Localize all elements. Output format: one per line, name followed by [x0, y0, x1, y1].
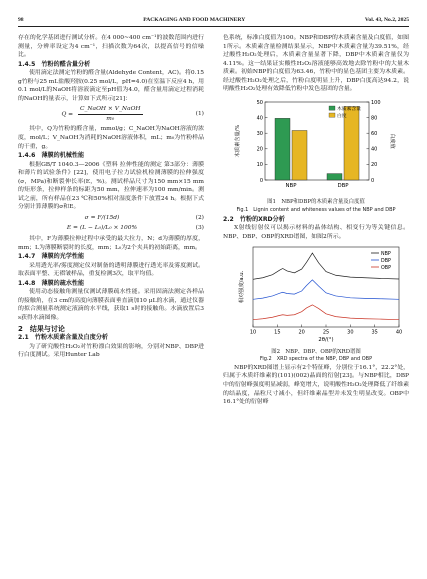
- equation-3: [18, 224, 204, 233]
- header-rule: [18, 26, 409, 27]
- equation-expression: σ = F/(15d): [84, 214, 120, 221]
- x-tick-label: NBP: [285, 182, 297, 189]
- equation-number: (3): [195, 225, 204, 232]
- x-tick-label: 30: [347, 329, 354, 336]
- legend-swatch: [329, 106, 335, 110]
- legend-label: DBP: [381, 259, 391, 265]
- y-tick-label-left: 10: [256, 162, 263, 169]
- paragraph: 其中，F为薄膜拉伸过程中承受的最大拉力，N；d为薄膜的厚度，mm；L为薄膜断裂时的长度，mm；L₀为2个夹具的初始距离，mm。: [18, 236, 204, 251]
- bar: [275, 118, 290, 180]
- page-header: [18, 14, 409, 26]
- left-column: [18, 34, 204, 360]
- section-heading: 1.4.6 薄膜的机械性能: [18, 152, 85, 160]
- equation-2: [18, 214, 204, 223]
- y-tick-label-right: 40: [371, 146, 378, 153]
- section-heading: 1.4.5 竹粉的醛含量分析: [18, 60, 91, 68]
- figure-caption-en: Fig.1 Lignin content and whiteness values of the NBP and DBP: [236, 206, 396, 213]
- y-tick-label-left: 0: [259, 177, 263, 184]
- equation-number: (2): [195, 214, 204, 221]
- figure-caption-en: Fig.2 XRD spectra of the NBP, DBP and OBP: [259, 356, 373, 363]
- y-tick-label-left: 30: [256, 130, 263, 137]
- bar: [292, 130, 307, 179]
- x-tick-label: 25: [322, 329, 330, 336]
- paragraph: 色系统，标准白度值为100。NBP和DBP的木质素含量及白度值，如图1所示。木质素含量检测结果显示，NBP中木质素含量为39.51%，经过酸性H₂O₂处理后，木质素含量显著下降，DBP中木质素含量仅为4.11%。这一结果证实酸性H₂O₂溶液能够高效地去除竹粉中的大量木质素。初始NBP的白度值为63.46，竹粉中的显色基团主要为木质素。经过酸性H₂O₂处理之后，竹粉白度明显上升，DBP白度高达94.2，说明酸性H₂O₂处理有效降低竹粉中发色基团的含量。: [223, 35, 409, 93]
- y-tick-label-right: 0: [371, 177, 375, 184]
- x-tick-label: 10: [249, 329, 257, 336]
- y-tick-label-left: 50: [256, 99, 263, 106]
- paragraph: 其中，Q为竹粉的醛含量，mmol/g；C_NaOH为NaOH溶液的浓度，mol/L；V_NaOH为消耗的NaOH溶液体积，mL；m₀为竹粉样品的干重，g。: [18, 126, 204, 150]
- section-heading: 2.2 竹粉的XRD分析: [223, 215, 285, 223]
- x-tick-label: DBP: [337, 182, 349, 189]
- xrd-line-chart: [223, 241, 409, 345]
- page-number: 98: [18, 17, 24, 23]
- section-heading: 1.4.8 薄膜的疏水性能: [18, 279, 85, 287]
- y-tick-label-left: 40: [256, 115, 263, 122]
- equation-number: (1): [195, 111, 204, 118]
- y-tick-label-right: 20: [371, 162, 378, 169]
- equation-denominator: m₀: [106, 115, 115, 122]
- legend-label: 白度: [337, 113, 347, 119]
- paragraph: 采用透光率/雾度测定仪对制备的透明薄膜进行透光率及雾度测试。取表面平整、无褶皱样品，重复检测3次，取平均值。: [18, 262, 204, 278]
- equation-numerator: C_NaOH × V_NaOH: [78, 105, 143, 115]
- figure-caption-cn: 图1 NBP和DBP的木质素含量及白度值: [267, 199, 365, 206]
- x-tick-label: 35: [371, 329, 378, 336]
- legend-label: 木质素含量: [337, 106, 361, 112]
- equation-1: [18, 105, 204, 123]
- equation-fraction: [78, 105, 143, 123]
- section-heading: 1.4.7 薄膜的光学性能: [18, 253, 85, 261]
- chapter-heading: 2 结果与讨论: [18, 324, 65, 333]
- x-tick-label: 15: [274, 329, 281, 336]
- paragraph: NBP的XRD图谱上显示有2个特征峰，分别位于16.1°，22.2°处，归属于木质纤维素的(101)(002)晶面的衍射[23]。与NBP相比，DBP中的衍射峰强度明显减弱，峰宽增大，说明酸性H₂O₂处理降低了纤维素的结晶度，晶粒尺寸减小，但纤维素晶型并未发生明显改变。OBP中16.1°处的衍射峰: [223, 364, 409, 406]
- paragraph: 存在的化学基团进行测试分析。在4 000~400 cm⁻¹的波数范围内进行测量，分辨率设定为4 cm⁻¹，扫描次数为64次，以提高信号的信噪比。: [18, 35, 204, 59]
- y-tick-label-right: 60: [371, 130, 378, 137]
- y-axis-label-right: 白度值: [389, 133, 395, 149]
- series-line: [253, 280, 399, 299]
- series-line: [253, 305, 399, 320]
- paragraph: 使用滴定法测定竹粉的醛含量(Aldehyde Content，AC)。将0.15 g竹粉与25 mL盐酸羟胺(0.25 mol/L，pH=4.0)在室温下反应4 h，用0.1 mol/L的NaOH将溶液滴定至pH值为4.0，醛含量用滴定过程消耗的NaOH的量表示，计算如下式所示[21]：: [18, 70, 205, 102]
- y-tick-label-right: 100: [371, 99, 381, 106]
- series-line: [253, 253, 399, 279]
- right-column: [223, 34, 409, 407]
- equation-lhs: Q =: [61, 111, 74, 118]
- lignin-whiteness-bar-chart: [223, 94, 409, 196]
- bar: [327, 173, 342, 179]
- volume-info: Vol. 43, No.2, 2025: [364, 17, 409, 23]
- x-axis-label: 2θ/(°): [318, 337, 334, 344]
- figure-1: [223, 94, 409, 200]
- legend-label: NBP: [381, 252, 391, 258]
- figure-caption-cn: 图2 NBP、DBP、OBP的XRD谱图: [271, 348, 361, 355]
- x-tick-label: 40: [395, 329, 403, 336]
- y-axis-label: 相对强度/a.u.: [239, 271, 245, 304]
- paragraph: 根据GB/T 1040.3—2006《塑料 拉伸性能的测定 第3部分：薄膜和薄片的试验条件》[22]，使用电子拉力试验机检测薄膜的拉伸强度(σ，MPa)和断裂伸长率(E，%)。测试样品尺寸为150 mm×15 mm的矩形条，拉伸样条的标距为50 mm，拉伸速率为100 mm/min。测试之前，所有样品在23 ℃和50%相对湿度条件下放置24 h。根据下式分别计算薄膜的σ和E。: [18, 161, 204, 211]
- paragraph: 使用动态接触角测量仪测试薄膜疏水性能。采用固滴法测定各样品的接触角，在3 cm的高度向薄膜表面垂直滴加10 μL的水滴，通过仪器的拟合测量系统测定液滴的水平线，获取1 s时的接触角。水滴放置后3 s获得水滴图像。: [18, 289, 204, 321]
- paragraph: X射线衍射仪可以揭示材料的晶体结构、相变行为等关键信息。NBP、DBP、OBP的XRD谱图，如图2所示。: [223, 225, 409, 240]
- x-tick-label: 20: [298, 329, 305, 336]
- section-heading: 2.1 竹粉木质素含量及白度分析: [18, 334, 109, 342]
- plot-frame: [253, 247, 399, 327]
- y-axis-label-left: 木质素含量/%: [235, 124, 241, 158]
- journal-name: PACKAGING AND FOOD MACHINERY: [143, 17, 246, 23]
- legend-label: OBP: [381, 266, 391, 272]
- legend-swatch: [329, 113, 335, 117]
- equation-expression: E = (L − L₀)/L₀ × 100%: [66, 225, 138, 232]
- figure-2: [223, 241, 409, 349]
- y-tick-label-right: 80: [371, 115, 378, 122]
- paragraph: 为了研究酸性H₂O₂对竹粉漂白效果的影响，分别对NBP、DBP进行白度测试。采用Hunter Lab: [18, 343, 204, 359]
- y-tick-label-left: 20: [256, 146, 263, 153]
